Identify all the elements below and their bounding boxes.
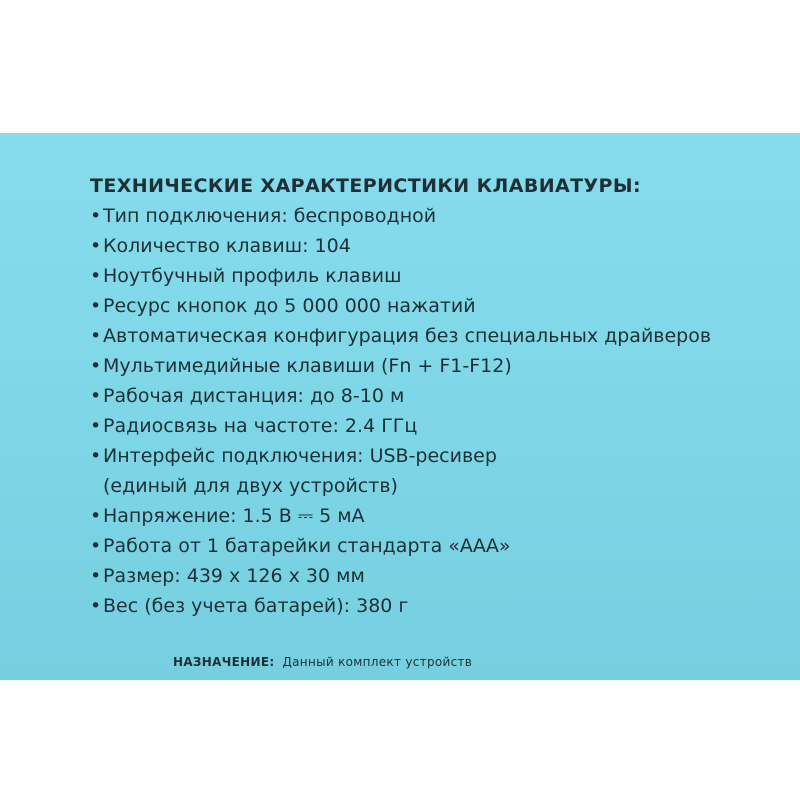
spec-text: Ресурс кнопок до 5 000 000 нажатий [103,295,476,317]
spec-text: Вес (без учета батарей): 380 г [103,595,409,617]
spec-text: Напряжение: 1.5 В ⎓ 5 мА [103,505,365,527]
spec-text: Автоматическая конфигурация без специальных драйверов [103,325,712,347]
bullet: • [90,235,102,257]
spec-text: Рабочая дистанция: до 8-10 м [103,385,405,407]
spec-text: Мультимедийные клавиши (Fn + F1-F12) [103,355,512,377]
spec-item [90,441,790,501]
spec-text: Размер: 439 х 126 х 30 мм [103,565,365,587]
spec-item [90,411,790,441]
bullet: • [90,565,102,587]
bullet: • [90,205,102,227]
bullet: • [90,355,102,377]
purpose-line [173,655,472,669]
bullet: • [90,535,102,557]
spec-item [90,591,790,621]
purpose-text: Данный комплект устройств [282,655,473,669]
bullet: • [90,505,102,527]
spec-text: Интерфейс подключения: USB-ресивер [103,445,497,467]
spec-item [90,201,790,231]
bullet: • [90,265,102,287]
bullet: • [90,385,102,407]
spec-continuation: (единый для двух устройств) [103,475,398,497]
spec-item [90,381,790,411]
spec-heading: ТЕХНИЧЕСКИЕ ХАРАКТЕРИСТИКИ КЛАВИАТУРЫ: [90,175,641,197]
spec-item [90,321,790,351]
spec-text: Количество клавиш: 104 [103,235,351,257]
spec-item [90,231,790,261]
spec-item [90,531,790,561]
spec-item [90,291,790,321]
spec-item [90,261,790,291]
spec-item [90,561,790,591]
bullet: • [90,415,102,437]
bullet: • [90,445,102,467]
bullet: • [90,325,102,347]
spec-text: Тип подключения: беспроводной [103,205,437,227]
packaging-panel [0,133,800,680]
spec-text: Радиосвязь на частоте: 2.4 ГГц [103,415,418,437]
bullet: • [90,295,102,317]
spec-item [90,351,790,381]
spec-text: Работа от 1 батарейки стандарта «ААА» [103,535,511,557]
spec-section [90,171,790,621]
spec-list [90,201,790,621]
spec-item [90,501,790,531]
spec-text: Ноутбучный профиль клавиш [103,265,402,287]
bullet: • [90,595,102,617]
purpose-label: НАЗНАЧЕНИЕ: [173,655,275,669]
